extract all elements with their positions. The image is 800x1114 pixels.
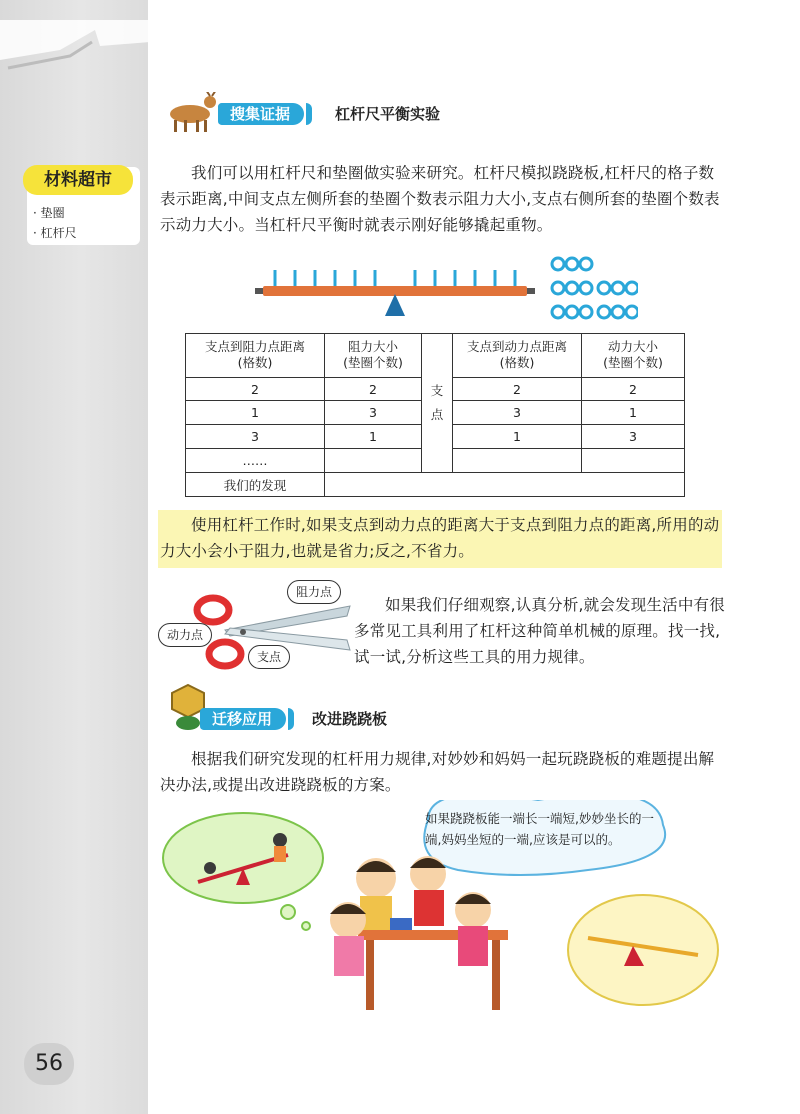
- table-cell: [582, 449, 685, 473]
- materials-box: [27, 167, 140, 245]
- table-cell: 3: [325, 401, 422, 425]
- experiment-table: [185, 333, 685, 497]
- table-cell: [453, 449, 582, 473]
- thought-bubble-text: 如果跷跷板能一端长一端短,妙妙坐长的一端,妈妈坐短的一端,应该是可以的。: [425, 811, 654, 847]
- materials-list: [33, 203, 77, 243]
- table-cell: 1: [186, 401, 325, 425]
- material-item: · 垫圈: [33, 203, 77, 223]
- page-corner-decoration: [0, 20, 150, 80]
- table-header: 支点到动力点距离 (格数): [453, 334, 582, 378]
- table-header: 支点到阻力点距离 (格数): [186, 334, 325, 378]
- findings-cell: [325, 473, 685, 497]
- table-cell: 3: [186, 425, 325, 449]
- table-cell: [325, 449, 422, 473]
- effort-point-label: 动力点: [158, 623, 212, 647]
- application-paragraph: 根据我们研究发现的杠杆用力规律,对妙妙和妈妈一起玩跷跷板的难题提出解决办法,或提出改进跷跷板的方案。: [160, 750, 715, 794]
- table-cell: 3: [453, 401, 582, 425]
- table-cell: 1: [582, 401, 685, 425]
- table-cell: 2: [186, 377, 325, 401]
- materials-title: 材料超市: [23, 165, 133, 195]
- conclusion-highlight: 使用杠杆工作时,如果支点到动力点的距离大于支点到阻力点的距离,所用的动力大小会小于阻力,也就是省力;反之,不省力。: [158, 510, 722, 568]
- table-cell: 2: [325, 377, 422, 401]
- findings-label: 我们的发现: [186, 473, 325, 497]
- table-cell: 3: [582, 425, 685, 449]
- page-number: 56: [24, 1043, 74, 1085]
- table-cell: 1: [325, 425, 422, 449]
- fulcrum-label: 支点: [248, 645, 290, 669]
- washers-illustration: [548, 254, 638, 324]
- section-subtitle: 改进跷跷板: [312, 710, 388, 728]
- table-header: 阻力大小 (垫圈个数): [325, 334, 422, 378]
- section-badge: 迁移应用: [200, 708, 286, 730]
- resistance-point-label: 阻力点: [287, 580, 341, 604]
- section-badge: 搜集证据: [218, 103, 304, 125]
- table-cell: 2: [453, 377, 582, 401]
- table-cell: 1: [453, 425, 582, 449]
- table-header: 动力大小 (垫圈个数): [582, 334, 685, 378]
- section-header-application: [160, 705, 500, 731]
- table-cell: ……: [186, 449, 325, 473]
- section-header-evidence: [160, 100, 500, 126]
- material-item: · 杠杆尺: [33, 223, 77, 243]
- table-row-findings: [186, 473, 685, 497]
- table-cell: 2: [582, 377, 685, 401]
- deer-icon: [160, 92, 222, 132]
- sidebar: [0, 0, 148, 1114]
- pivot-cell: 支 点: [422, 334, 453, 473]
- observation-paragraph: 如果我们仔细观察,认真分析,就会发现生活中有很多常见工具利用了杠杆这种简单机械的原理。找一找,试一试,分析这些工具的用力规律。: [354, 596, 725, 666]
- lever-ruler-illustration: [255, 268, 535, 318]
- section-subtitle: 杠杆尺平衡实验: [335, 105, 441, 123]
- intro-paragraph: 我们可以用杠杆尺和垫圈做实验来研究。杠杆尺模拟跷跷板,杠杆尺的格子数表示距离,中间支点左侧所套的垫圈个数表示阻力大小,支点右侧所套的垫圈个数表示动力大小。当杠杆尺平衡时就表示刚好能够撬起重物。: [160, 164, 720, 234]
